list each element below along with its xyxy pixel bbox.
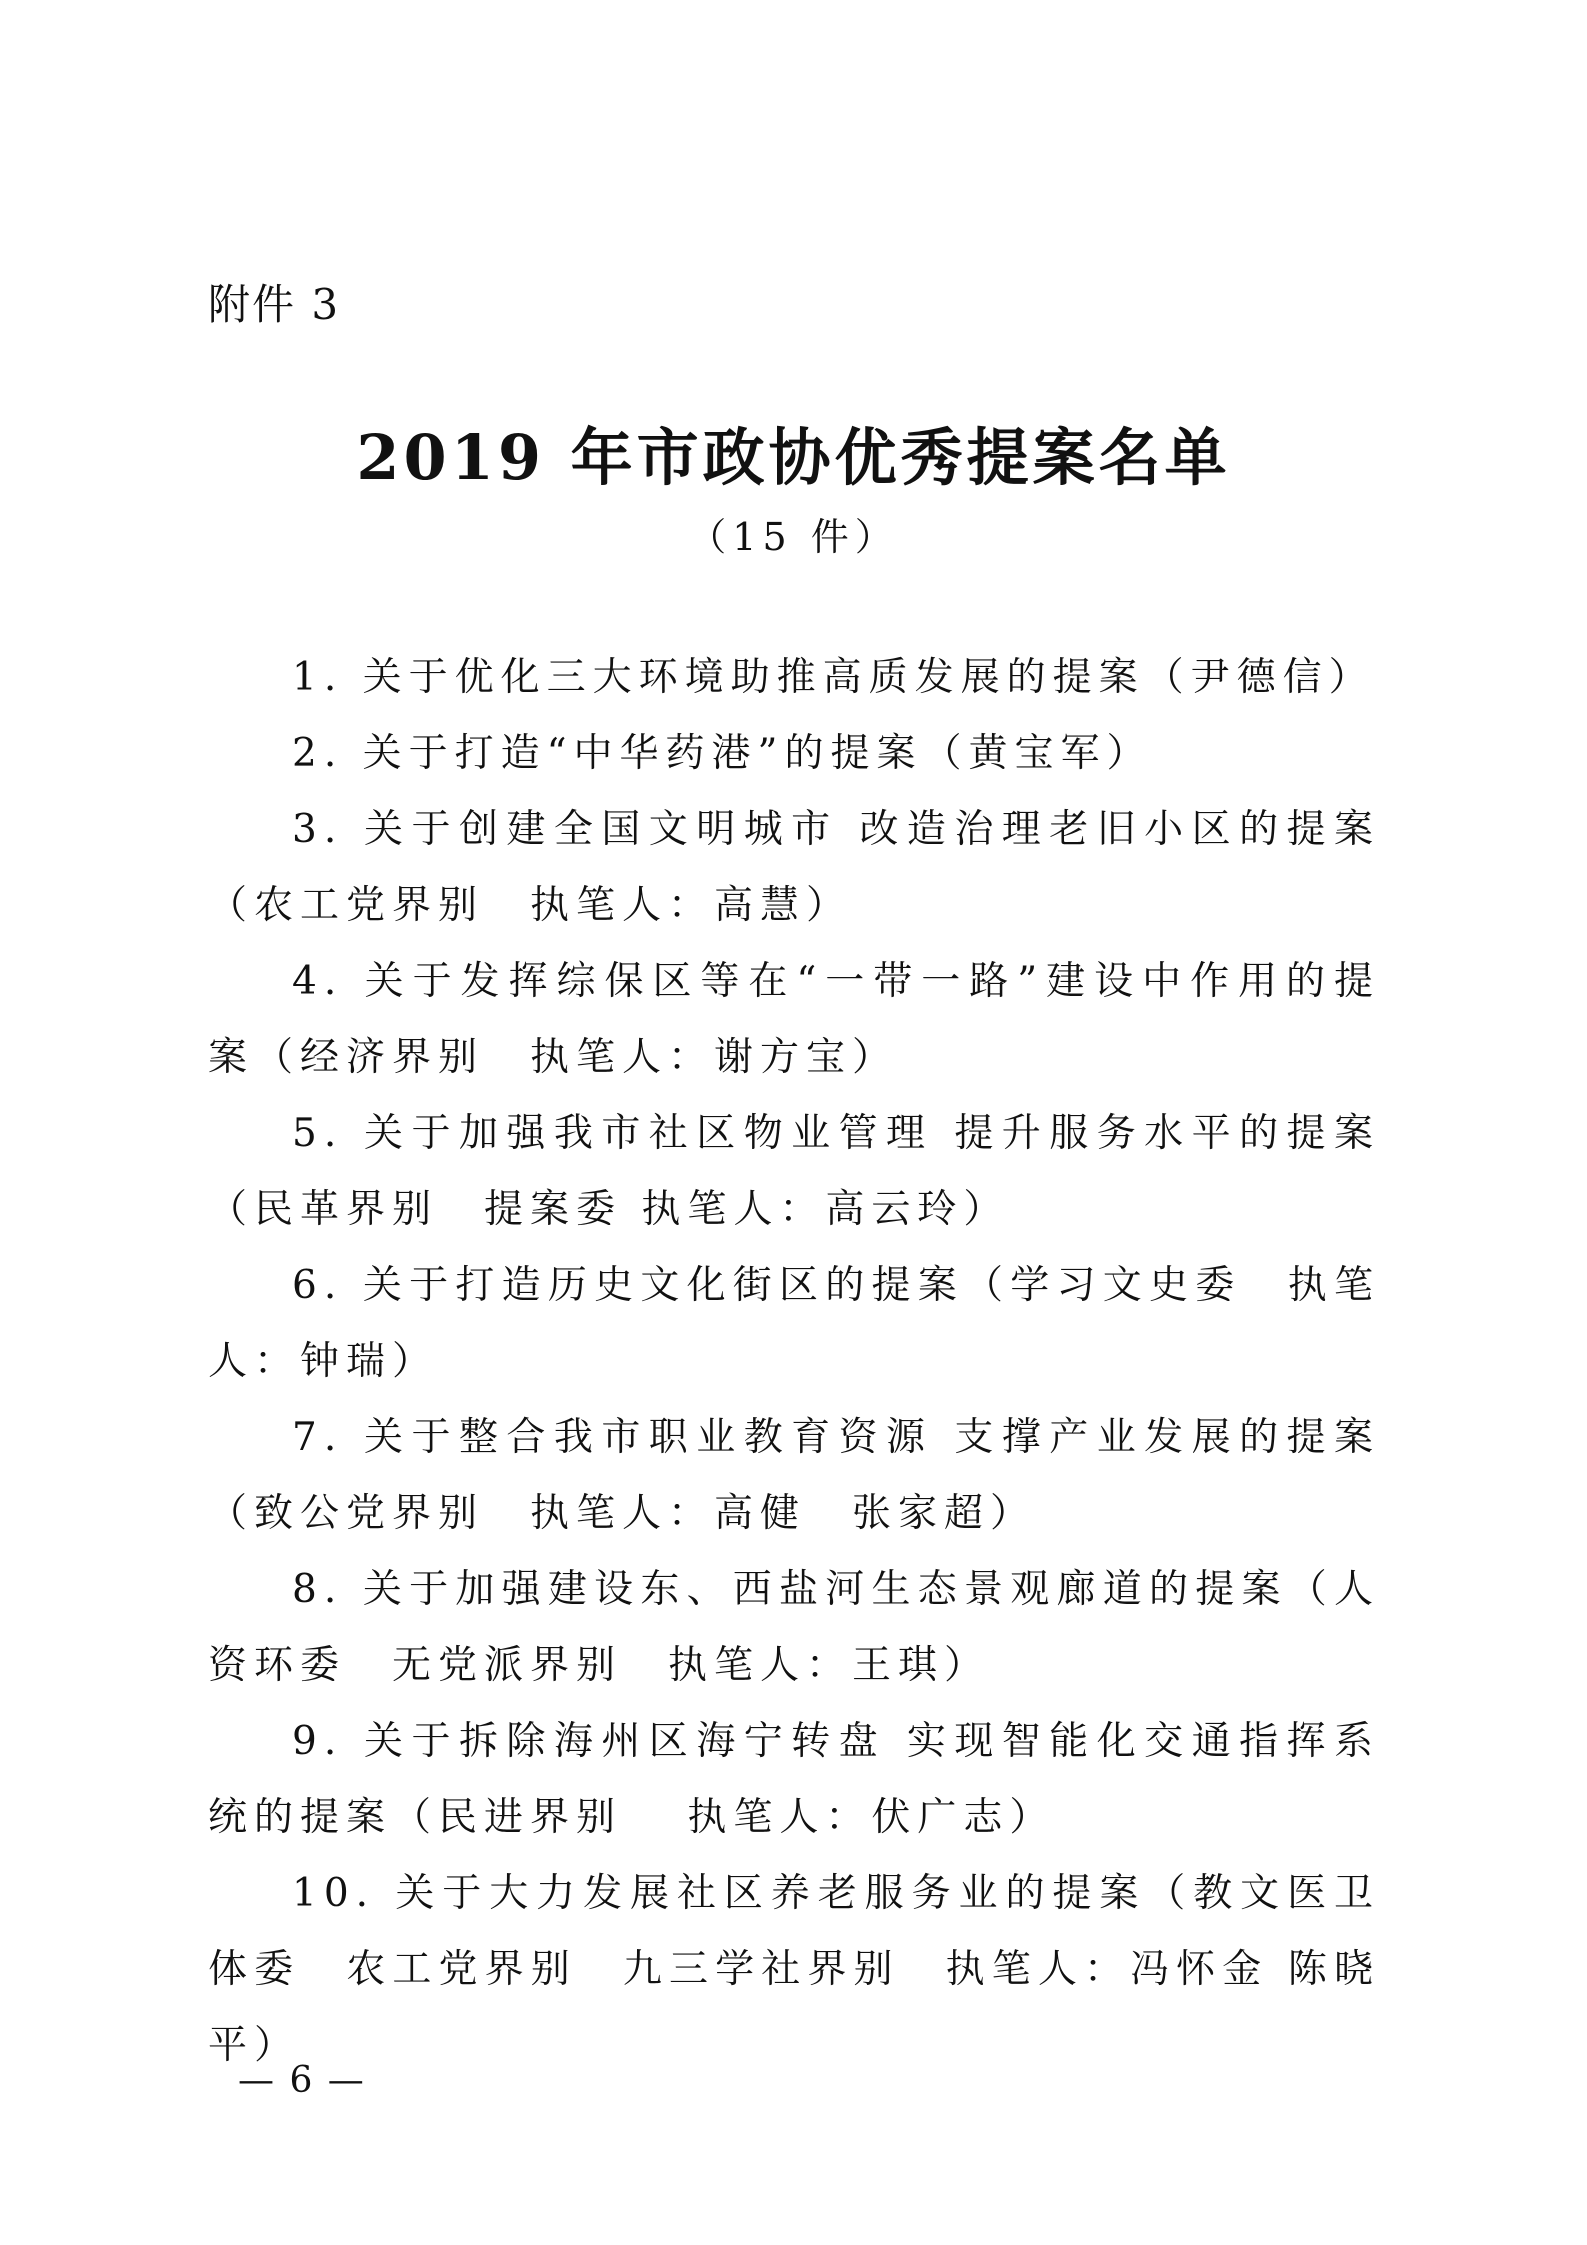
list-item-text: 1. 关于优化三大环境助推高质发展的提案（尹德信） [292, 655, 1375, 700]
proposal-list [208, 640, 1380, 2084]
list-item [208, 640, 1380, 716]
list-item [208, 1400, 1380, 1552]
list-item [208, 716, 1380, 792]
list-item [208, 1856, 1380, 2084]
list-item [208, 1552, 1380, 1704]
list-item [208, 944, 1380, 1096]
page-title: 2019 年市政协优秀提案名单 [356, 421, 1231, 494]
attachment-label: 附件 3 [208, 280, 341, 329]
list-item-text: 10. 关于大力发展社区养老服务业的提案（教文医卫体委 农工党界别 九三学社界别 执笔人：冯怀金 陈晓平） [208, 1871, 1380, 2068]
list-item [208, 1704, 1380, 1856]
list-item-text: 9. 关于拆除海州区海宁转盘 实现智能化交通指挥系统的提案（民进界别 执笔人：伏广志） [208, 1719, 1380, 1840]
list-item-text: 3. 关于创建全国文明城市 改造治理老旧小区的提案（农工党界别 执笔人：高慧） [208, 807, 1380, 928]
list-item [208, 1096, 1380, 1248]
page-subtitle: （15 件） [688, 515, 899, 559]
list-item-text: 7. 关于整合我市职业教育资源 支撑产业发展的提案（致公党界别 执笔人：高健 张家超） [208, 1415, 1380, 1536]
page-number: — 6 — [238, 2060, 366, 2101]
list-item [208, 792, 1380, 944]
list-item-text: 6. 关于打造历史文化街区的提案（学习文史委 执笔人：钟瑞） [208, 1263, 1380, 1384]
list-item-text: 2. 关于打造“中华药港”的提案（黄宝军） [292, 731, 1153, 776]
list-item-text: 4. 关于发挥综保区等在“一带一路”建设中作用的提案（经济界别 执笔人：谢方宝） [208, 959, 1380, 1080]
list-item-text: 8. 关于加强建设东、西盐河生态景观廊道的提案（人资环委 无党派界别 执笔人：王琪） [208, 1567, 1380, 1688]
list-item [208, 1248, 1380, 1400]
list-item-text: 5. 关于加强我市社区物业管理 提升服务水平的提案（民革界别 提案委 执笔人：高云玲） [208, 1111, 1380, 1232]
